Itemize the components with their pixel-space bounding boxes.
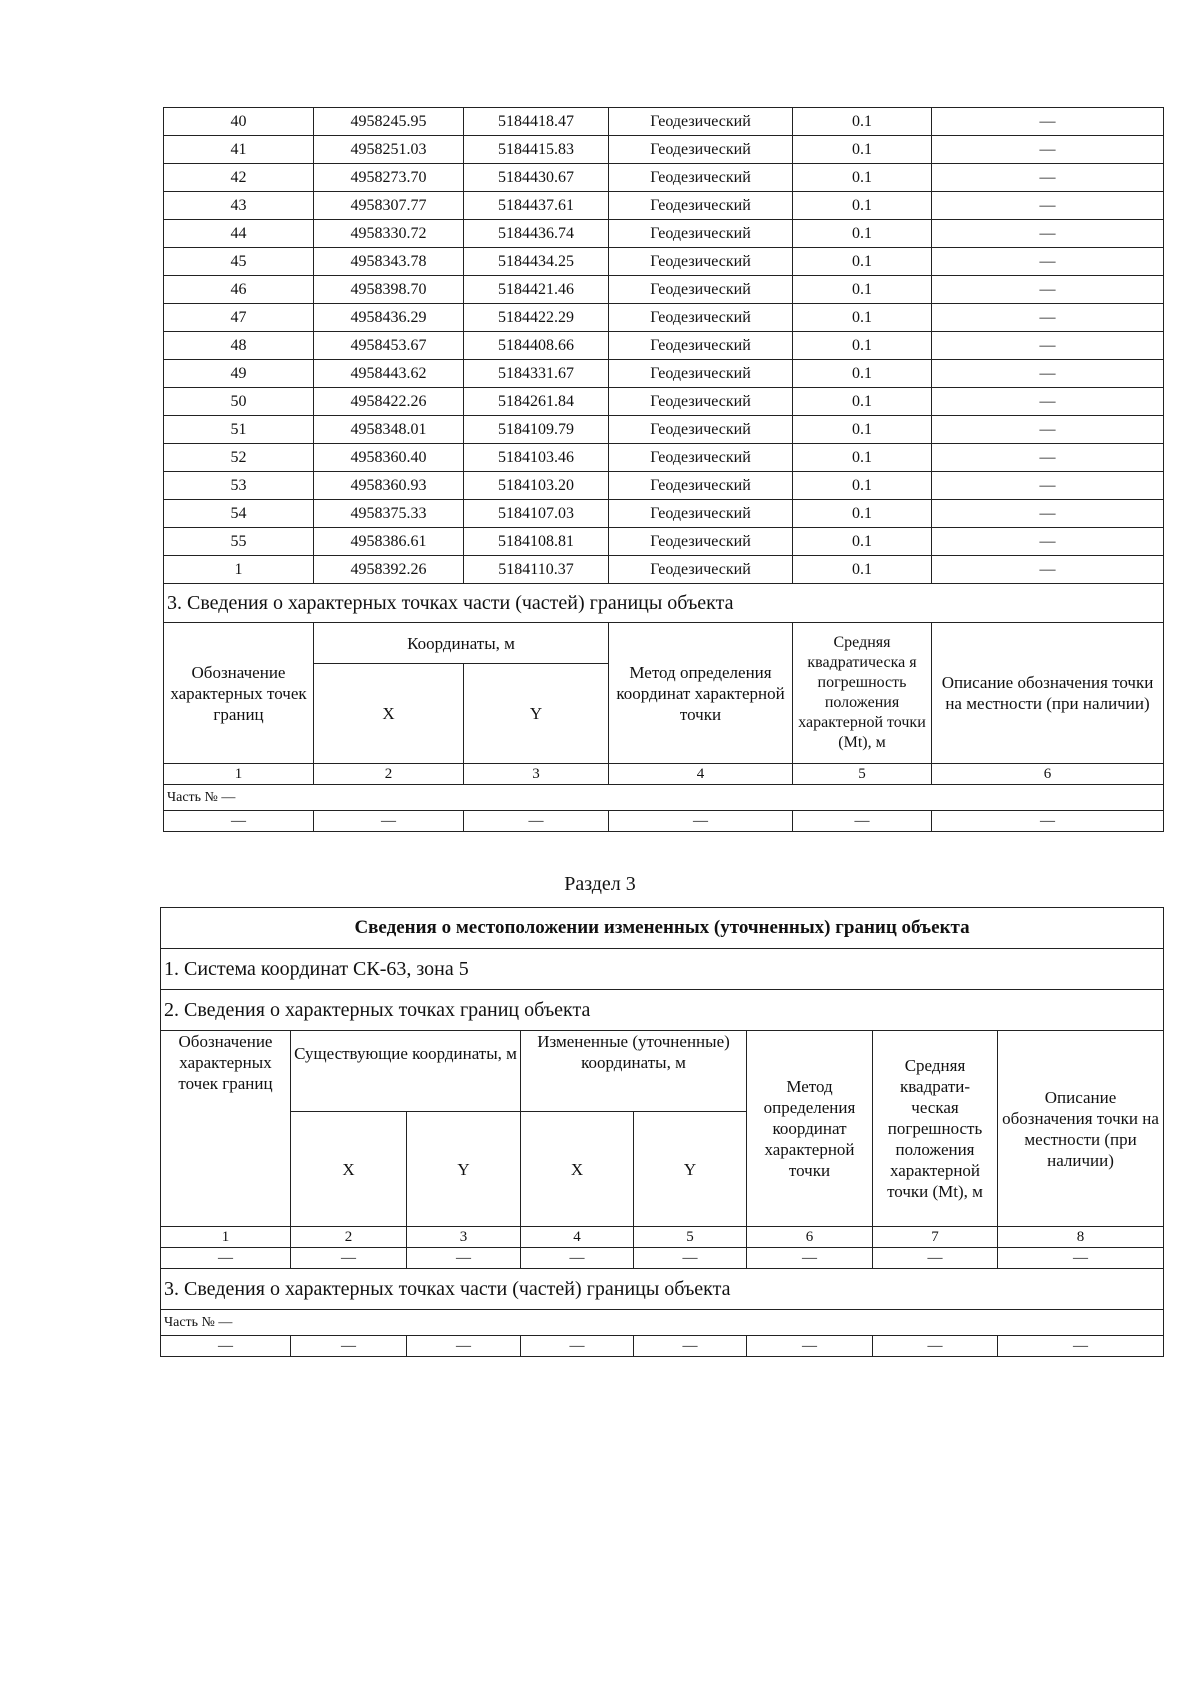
point-id: 44 bbox=[164, 220, 314, 248]
coord-x: 4958245.95 bbox=[314, 108, 464, 136]
coord-y: 5184415.83 bbox=[464, 136, 609, 164]
header-changed-y: Y bbox=[634, 1112, 747, 1227]
description: — bbox=[932, 444, 1164, 472]
part-number: Часть № — bbox=[164, 785, 1164, 811]
header-method: Метод определения координат характерной точки bbox=[609, 623, 793, 764]
dash-cell: — bbox=[407, 1336, 521, 1357]
dash-row bbox=[161, 1248, 1164, 1269]
coord-y: 5184422.29 bbox=[464, 304, 609, 332]
error: 0.1 bbox=[793, 276, 932, 304]
col-num: 3 bbox=[464, 764, 609, 785]
section-heading: Раздел 3 bbox=[564, 873, 636, 895]
col-num: 7 bbox=[873, 1227, 998, 1248]
description: — bbox=[932, 388, 1164, 416]
table-row bbox=[164, 500, 1164, 528]
dash-row bbox=[161, 1336, 1164, 1357]
method: Геодезический bbox=[609, 500, 793, 528]
table-row bbox=[164, 108, 1164, 136]
method: Геодезический bbox=[609, 192, 793, 220]
part-points-title: 3. Сведения о характерных точках части (частей) границы объекта bbox=[161, 1269, 1164, 1310]
col-num: 2 bbox=[314, 764, 464, 785]
method: Геодезический bbox=[609, 528, 793, 556]
header-y: Y bbox=[464, 664, 609, 764]
column-numbers-row bbox=[161, 1227, 1164, 1248]
changed-boundaries-table bbox=[160, 907, 1164, 1357]
method: Геодезический bbox=[609, 304, 793, 332]
point-id: 55 bbox=[164, 528, 314, 556]
header-existing-coords: Существующие координаты, м bbox=[291, 1031, 521, 1112]
coord-x: 4958360.40 bbox=[314, 444, 464, 472]
description: — bbox=[932, 108, 1164, 136]
dash-cell: — bbox=[634, 1248, 747, 1269]
description: — bbox=[932, 416, 1164, 444]
coord-y: 5184109.79 bbox=[464, 416, 609, 444]
coord-y: 5184331.67 bbox=[464, 360, 609, 388]
coord-y: 5184103.46 bbox=[464, 444, 609, 472]
dash-cell: — bbox=[464, 811, 609, 832]
coord-x: 4958360.93 bbox=[314, 472, 464, 500]
method: Геодезический bbox=[609, 388, 793, 416]
section3-title: Сведения о местоположении измененных (уточненных) границ объекта bbox=[161, 908, 1164, 949]
header-designation: Обозначение характерных точек границ bbox=[161, 1031, 291, 1227]
error: 0.1 bbox=[793, 248, 932, 276]
points-body bbox=[164, 108, 1164, 584]
coord-y: 5184261.84 bbox=[464, 388, 609, 416]
table-row bbox=[164, 388, 1164, 416]
point-id: 40 bbox=[164, 108, 314, 136]
method: Геодезический bbox=[609, 248, 793, 276]
table-row bbox=[164, 332, 1164, 360]
dash-cell: — bbox=[164, 811, 314, 832]
part-number: Часть № — bbox=[161, 1310, 1164, 1336]
dash-cell: — bbox=[873, 1336, 998, 1357]
method: Геодезический bbox=[609, 360, 793, 388]
method: Геодезический bbox=[609, 136, 793, 164]
table-row bbox=[164, 136, 1164, 164]
error: 0.1 bbox=[793, 108, 932, 136]
dash-cell: — bbox=[291, 1248, 407, 1269]
method: Геодезический bbox=[609, 164, 793, 192]
point-id: 52 bbox=[164, 444, 314, 472]
error: 0.1 bbox=[793, 416, 932, 444]
col-num: 6 bbox=[747, 1227, 873, 1248]
error: 0.1 bbox=[793, 164, 932, 192]
dash-cell: — bbox=[873, 1248, 998, 1269]
description: — bbox=[932, 360, 1164, 388]
method: Геодезический bbox=[609, 220, 793, 248]
header-x: X bbox=[314, 664, 464, 764]
coord-x: 4958273.70 bbox=[314, 164, 464, 192]
dash-cell: — bbox=[291, 1336, 407, 1357]
col-num: 8 bbox=[998, 1227, 1164, 1248]
header-changed-x: X bbox=[521, 1112, 634, 1227]
point-id: 51 bbox=[164, 416, 314, 444]
header-description: Описание обозначения точки на местности (при наличии) bbox=[998, 1031, 1164, 1227]
col-num: 1 bbox=[161, 1227, 291, 1248]
header-coordinates: Координаты, м bbox=[314, 623, 609, 664]
description: — bbox=[932, 332, 1164, 360]
description: — bbox=[932, 472, 1164, 500]
coord-system: 1. Система координат СК-63, зона 5 bbox=[161, 949, 1164, 990]
description: — bbox=[932, 276, 1164, 304]
dash-cell: — bbox=[998, 1248, 1164, 1269]
coord-x: 4958307.77 bbox=[314, 192, 464, 220]
coord-y: 5184434.25 bbox=[464, 248, 609, 276]
point-id: 47 bbox=[164, 304, 314, 332]
coord-x: 4958398.70 bbox=[314, 276, 464, 304]
description: — bbox=[932, 528, 1164, 556]
col-num: 2 bbox=[291, 1227, 407, 1248]
dash-cell: — bbox=[161, 1336, 291, 1357]
error: 0.1 bbox=[793, 472, 932, 500]
table-row bbox=[164, 556, 1164, 584]
col-num: 1 bbox=[164, 764, 314, 785]
method: Геодезический bbox=[609, 108, 793, 136]
point-id: 1 bbox=[164, 556, 314, 584]
error: 0.1 bbox=[793, 444, 932, 472]
coord-y: 5184107.03 bbox=[464, 500, 609, 528]
method: Геодезический bbox=[609, 416, 793, 444]
point-id: 53 bbox=[164, 472, 314, 500]
error: 0.1 bbox=[793, 500, 932, 528]
dash-cell: — bbox=[932, 811, 1164, 832]
coord-x: 4958375.33 bbox=[314, 500, 464, 528]
table-row bbox=[164, 304, 1164, 332]
coord-y: 5184430.67 bbox=[464, 164, 609, 192]
error: 0.1 bbox=[793, 388, 932, 416]
dash-cell: — bbox=[407, 1248, 521, 1269]
point-id: 42 bbox=[164, 164, 314, 192]
header-changed-coords: Измененные (уточненные) координаты, м bbox=[521, 1031, 747, 1112]
description: — bbox=[932, 556, 1164, 584]
description: — bbox=[932, 164, 1164, 192]
coord-x: 4958386.61 bbox=[314, 528, 464, 556]
col-num: 3 bbox=[407, 1227, 521, 1248]
part-points-title: 3. Сведения о характерных точках части (частей) границы объекта bbox=[164, 584, 1164, 623]
coord-y: 5184421.46 bbox=[464, 276, 609, 304]
description: — bbox=[932, 248, 1164, 276]
error: 0.1 bbox=[793, 556, 932, 584]
col-num: 6 bbox=[932, 764, 1164, 785]
dash-cell: — bbox=[521, 1336, 634, 1357]
error: 0.1 bbox=[793, 192, 932, 220]
header-error: Средняя квадратическа я погрешность положения характерной точки (Mt), м bbox=[793, 623, 932, 764]
method: Геодезический bbox=[609, 332, 793, 360]
error: 0.1 bbox=[793, 304, 932, 332]
col-num: 5 bbox=[793, 764, 932, 785]
table-row bbox=[164, 528, 1164, 556]
point-id: 41 bbox=[164, 136, 314, 164]
table-row bbox=[164, 416, 1164, 444]
point-id: 49 bbox=[164, 360, 314, 388]
coord-y: 5184110.37 bbox=[464, 556, 609, 584]
coord-x: 4958343.78 bbox=[314, 248, 464, 276]
header-designation: Обозначение характерных точек границ bbox=[164, 623, 314, 764]
error: 0.1 bbox=[793, 332, 932, 360]
error: 0.1 bbox=[793, 136, 932, 164]
method: Геодезический bbox=[609, 444, 793, 472]
coord-x: 4958422.26 bbox=[314, 388, 464, 416]
method: Геодезический bbox=[609, 276, 793, 304]
description: — bbox=[932, 220, 1164, 248]
dash-cell: — bbox=[747, 1336, 873, 1357]
error: 0.1 bbox=[793, 528, 932, 556]
header-description: Описание обозначения точки на местности (при наличии) bbox=[932, 623, 1164, 764]
dash-cell: — bbox=[314, 811, 464, 832]
points-title: 2. Сведения о характерных точках границ объекта bbox=[161, 990, 1164, 1031]
coord-y: 5184418.47 bbox=[464, 108, 609, 136]
coord-x: 4958330.72 bbox=[314, 220, 464, 248]
points-table bbox=[163, 107, 1164, 832]
header-existing-x: X bbox=[291, 1112, 407, 1227]
dash-cell: — bbox=[634, 1336, 747, 1357]
error: 0.1 bbox=[793, 360, 932, 388]
coord-x: 4958436.29 bbox=[314, 304, 464, 332]
dash-cell: — bbox=[747, 1248, 873, 1269]
coord-y: 5184103.20 bbox=[464, 472, 609, 500]
coord-x: 4958443.62 bbox=[314, 360, 464, 388]
description: — bbox=[932, 192, 1164, 220]
dash-cell: — bbox=[521, 1248, 634, 1269]
point-id: 48 bbox=[164, 332, 314, 360]
coord-x: 4958453.67 bbox=[314, 332, 464, 360]
table-row bbox=[164, 472, 1164, 500]
description: — bbox=[932, 304, 1164, 332]
description: — bbox=[932, 136, 1164, 164]
table-row bbox=[164, 360, 1164, 388]
point-id: 45 bbox=[164, 248, 314, 276]
coord-y: 5184408.66 bbox=[464, 332, 609, 360]
error: 0.1 bbox=[793, 220, 932, 248]
table-row bbox=[164, 276, 1164, 304]
coord-y: 5184436.74 bbox=[464, 220, 609, 248]
method: Геодезический bbox=[609, 472, 793, 500]
dash-cell: — bbox=[998, 1336, 1164, 1357]
point-id: 54 bbox=[164, 500, 314, 528]
point-id: 43 bbox=[164, 192, 314, 220]
method: Геодезический bbox=[609, 556, 793, 584]
dash-cell: — bbox=[793, 811, 932, 832]
coord-x: 4958392.26 bbox=[314, 556, 464, 584]
col-num: 5 bbox=[634, 1227, 747, 1248]
table-row bbox=[164, 192, 1164, 220]
header-existing-y: Y bbox=[407, 1112, 521, 1227]
table-row bbox=[164, 444, 1164, 472]
point-id: 50 bbox=[164, 388, 314, 416]
col-num: 4 bbox=[609, 764, 793, 785]
dash-cell: — bbox=[609, 811, 793, 832]
coord-x: 4958251.03 bbox=[314, 136, 464, 164]
description: — bbox=[932, 500, 1164, 528]
table-row bbox=[164, 220, 1164, 248]
table-row bbox=[164, 248, 1164, 276]
coord-y: 5184437.61 bbox=[464, 192, 609, 220]
table-row bbox=[164, 164, 1164, 192]
col-num: 4 bbox=[521, 1227, 634, 1248]
point-id: 46 bbox=[164, 276, 314, 304]
header-method: Метод определения координат характерной точки bbox=[747, 1031, 873, 1227]
coord-y: 5184108.81 bbox=[464, 528, 609, 556]
header-error: Средняя квадрати- ческая погрешность положения характерной точки (Mt), м bbox=[873, 1031, 998, 1227]
dash-cell: — bbox=[161, 1248, 291, 1269]
coord-x: 4958348.01 bbox=[314, 416, 464, 444]
